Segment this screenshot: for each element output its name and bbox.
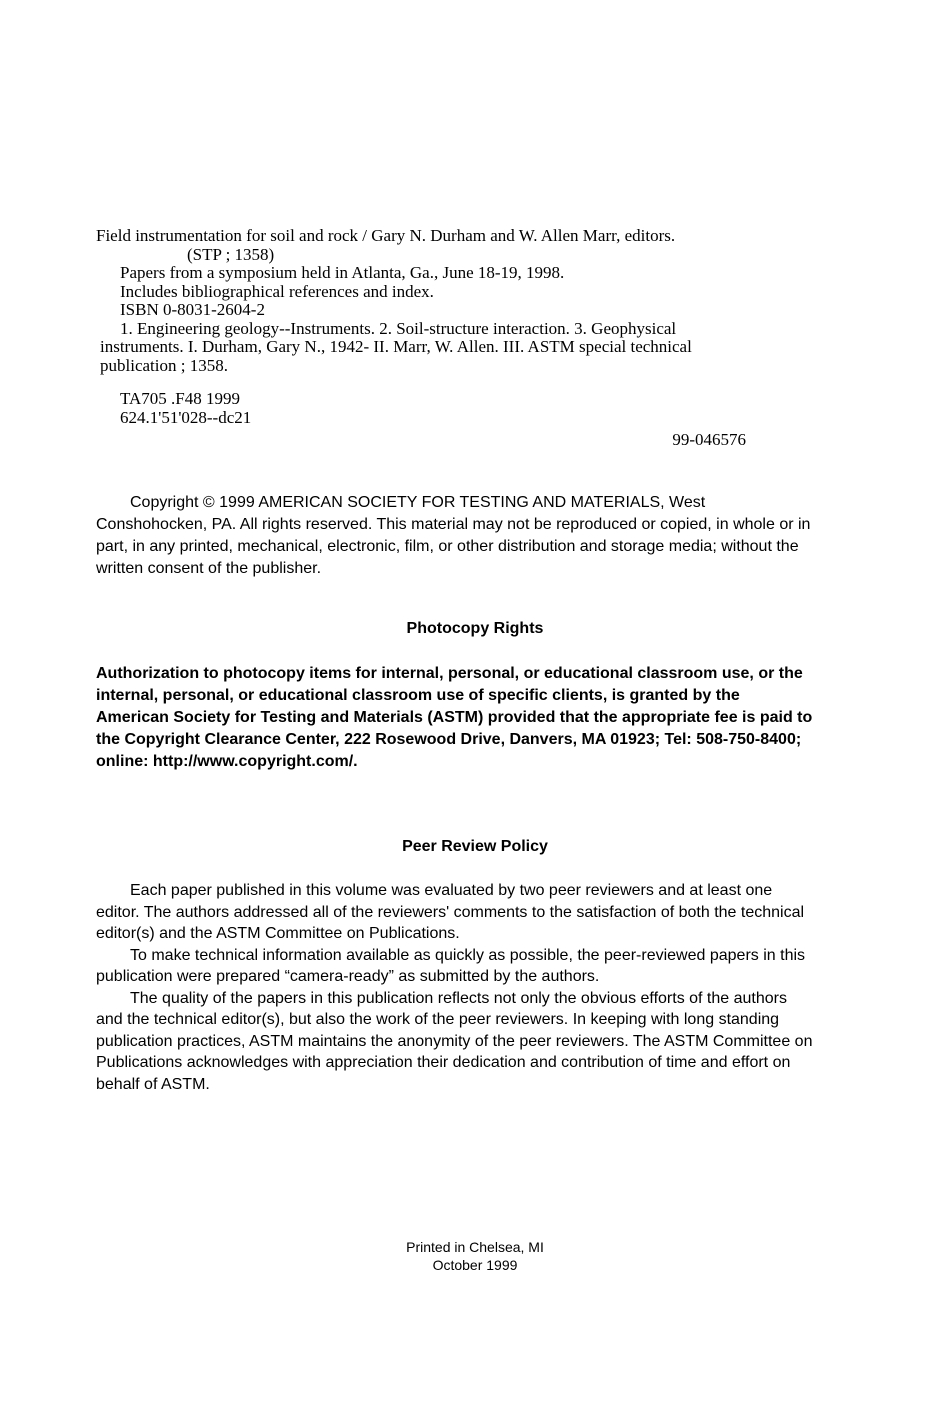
copyright-line-4: written consent of the publisher.: [96, 560, 322, 577]
cip-lc-call-number: TA705 .F48 1999: [120, 389, 241, 408]
cip-lccn: 99-046576: [672, 430, 746, 449]
cip-subjects-line-2: instruments. I. Durham, Gary N., 1942- II. Marr, W. Allen. III. ASTM special technical: [100, 337, 692, 356]
photocopy-line-2: internal, personal, or educational classroom use of specific clients, is granted by the: [96, 687, 740, 704]
peer-line-4: To make technical information available as quickly as possible, the peer-reviewed papers in this: [130, 946, 806, 964]
peer-line-7: and the technical editor(s), but also the work of the peer reviewers. In keeping with long standing: [96, 1011, 780, 1028]
peer-line-1: Each paper published in this volume was evaluated by two peer reviewers and at least one: [130, 882, 773, 899]
copyright-notice: [96, 492, 856, 580]
photocopy-line-4: the Copyright Clearance Center, 222 Rosewood Drive, Danvers, MA 01923; Tel: 508-750-8400;: [96, 731, 802, 748]
cip-series-line: (STP ; 1358): [187, 244, 275, 264]
printed-place: Printed in Chelsea, MI: [406, 1239, 544, 1255]
printed-date: October 1999: [432, 1257, 518, 1273]
cip-subjects-line-3: publication ; 1358.: [100, 355, 228, 375]
peer-line-2: editor. The authors addressed all of the reviewers' comments to the satisfaction of both the technical: [96, 903, 805, 921]
cip-isbn: ISBN 0-8031-2604-2: [120, 300, 265, 319]
peer-review-heading: Peer Review Policy: [402, 838, 548, 855]
printing-info: [0, 1238, 950, 1274]
cip-note-symposium: Papers from a symposium held in Atlanta, Ga., June 18-19, 1998.: [120, 263, 565, 282]
peer-line-9: Publications acknowledges with appreciation their dedication and contribution of time and effort on: [96, 1054, 791, 1071]
peer-line-6: The quality of the papers in this publication reflects not only the obvious efforts of the authors: [130, 989, 787, 1007]
peer-line-8: publication practices, ASTM maintains the anonymity of the peer reviewers. The ASTM Committee on: [96, 1032, 813, 1050]
peer-line-10: behalf of ASTM.: [96, 1075, 210, 1093]
copyright-line-2: Conshohocken, PA. All rights reserved. This material may not be reproduced or copied, in whole or in: [96, 516, 811, 533]
photocopy-line-1: Authorization to photocopy items for internal, personal, or educational classroom use, or the: [96, 665, 803, 682]
copyright-line-3: part, in any printed, mechanical, electronic, film, or other distribution and storage media; without the: [96, 538, 799, 555]
photocopy-line-3: American Society for Testing and Materials (ASTM) provided that the appropriate fee is paid to: [96, 709, 813, 726]
cataloging-in-publication-block: [96, 227, 796, 450]
cip-note-bibliography: Includes bibliographical references and index.: [120, 281, 434, 301]
peer-review-policy: [96, 880, 856, 1095]
photocopy-rights-heading: Photocopy Rights: [406, 620, 544, 637]
photocopy-authorization: [96, 663, 856, 773]
copyright-line-1: Copyright © 1999 AMERICAN SOCIETY FOR TESTING AND MATERIALS, West: [130, 494, 706, 511]
photocopy-line-5: online: http://www.copyright.com/.: [96, 753, 358, 770]
peer-line-3: editor(s) and the ASTM Committee on Publications.: [96, 925, 460, 942]
cip-subjects-line-1: 1. Engineering geology--Instruments. 2. Soil-structure interaction. 3. Geophysical: [120, 318, 677, 338]
cip-title-line: Field instrumentation for soil and rock / Gary N. Durham and W. Allen Marr, editors.: [96, 226, 676, 245]
cip-dewey-number: 624.1'51'028--dc21: [120, 407, 252, 427]
peer-line-5: publication were prepared “camera-ready” as submitted by the authors.: [96, 968, 600, 985]
